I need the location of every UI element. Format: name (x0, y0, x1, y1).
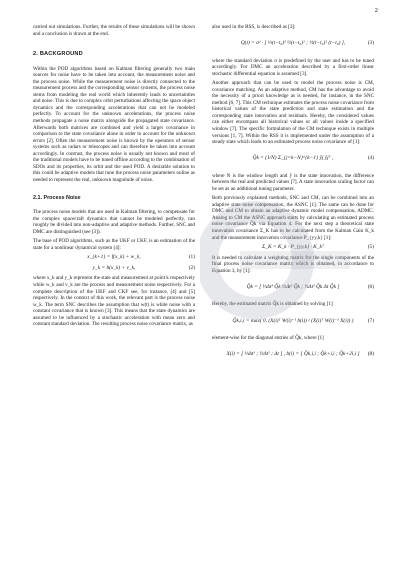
paragraph-after-eq5: It is needed to calculate a weighting matrix for the single components of the final process noise covariance matrix which is obtained, in accordance to Equation 3, by [1]: (212, 254, 374, 274)
equation-1 (33, 254, 195, 261)
right-lead-in: also used in the RSS, is described as [3]: (212, 24, 296, 30)
equation-1-body: x_{k+1} = f(x_k) + w_k, (87, 254, 141, 261)
equation-1-number: (1) (188, 254, 195, 261)
equation-4 (212, 149, 374, 169)
left-column (33, 24, 195, 331)
equation-2-number: (2) (188, 264, 195, 271)
equation-5-number: (5) (367, 244, 374, 251)
equation-5 (212, 244, 374, 251)
process-noise-paragraph-2: The base of POD algorithms, such as the UKF or CKF, is an estimation of the state for a nonlinear dynamical system [4]: (33, 238, 195, 251)
covariance-matching-paragraph: Another approach that can be used to model the process noise is CM, covariance matching. As an adaptive method, CM has the advantage to avoid the necessity of a priori knowledge as is needed, for instance, in the SNC method [6, 7]. This CM technique estimates the process noise covariance from historical values of the state prediction and state estimation and the corresponding state innovation and residuals. Hereby, the considered values can either encompass all historical values or all values inside a specified window [7]. The specific formulation of the CM technique exists in multiple versions [1, 7]. Within the RSS it is implemented under the assumption of a steady state which leads to an estimated process noise covariance of [1]: (212, 80, 374, 146)
equation-5-body: Σ_K = K_k · P_{yy,k} · K_kᵀ (262, 244, 324, 251)
equation-8 (212, 344, 374, 364)
equation-7 (212, 311, 374, 331)
equation-2 (33, 265, 195, 272)
process-noise-paragraph-1: The process noise models that are used in Kalman filtering, to compensate for the complex spacecraft dynamics that cannot be modeled perfectly, can roughly be divided into non-adaptive and adaptive methods. Further, SNC and DMC are distinguished (see [3]). (33, 209, 195, 235)
paragraph-after-eq4: where N is the window length and ỹ is the state innovation, the difference between the real and predicted values [7]. A state innovation scaling factor can be set as an additional tuning parameter. (212, 172, 374, 192)
paragraph-after-eq3: where the standard deviation σ is predefined by the user and has to be tuned accordingly. For DMC an acceleration described by a first-order linear stochastic differential equation is assumed [3]. (212, 57, 374, 77)
page-number: 2 (374, 7, 378, 14)
equation-6-body: Q̃k = [ ⅓Δt³ Q̃k ½Δt² Q̃k ; ½Δt² Q̃k Δt Q̃k ] (246, 284, 340, 291)
subsection-heading-process-noise: 2.1. Process Noise (33, 195, 81, 202)
section-heading-background: 2. BACKGROUND (33, 51, 83, 58)
paragraph-after-eq7: element-wise for the diagonal entries of Q̃k, where [1] (212, 334, 324, 341)
paragraph-after-eq6: Hereby, the estimated matrix Q̃k is obtained by solving [1] (212, 301, 333, 308)
equation-2-body: y_k = h(x_k) + v_k, (92, 264, 136, 271)
equation-7-number: (7) (367, 317, 374, 324)
process-noise-paragraph-3: where x_k and y_k represent the state and measurement at point k respectively while w_k and v_k are the process and measurement noise respectively. For a complete description of the UKF and CKF see, for instance, [4] and [5] respectively. In the context of this work, the relevant part is the process noise w_k. The term SNC describes the assumption that w(t) is white noise with a constant covariance that is known [3]. This means that the state dynamics are assumed to be influenced by a stochastic acceleration with mean zero and constant standard deviation. The resulting process noise covariance matrix, as (33, 275, 195, 328)
equation-8-body: X(i) = [ ⅓Δt³ ; ½Δt² ; Δt ] , b(i) = [ Q̂k,i,i ; Q̂k+i,i ; Q̂k+2i,i ] (226, 351, 360, 358)
right-column (212, 24, 374, 368)
equation-4-body: Q̂k = (1/N) Σ_{j=k−N}^{k−1} ỹj ỹjᵀ , (252, 155, 334, 162)
equation-6-number: (6) (367, 284, 374, 291)
equation-7-body: Q̃k,i,i = max( 0, (X(i)ᵀ W(i)⁻¹ b(i)) / (X(i)ᵀ W(i)⁻¹ X(i)) ) (232, 317, 354, 324)
equation-4-number: (4) (367, 155, 374, 162)
asnc-paragraph: Both previously explained methods, SNC and CM, can be combined into an adaptive state noise compensation, the ASNC [1]. The same can be done for DMC and CM to obtain an adaptive dynamic model compensation, ADMC. Analog to CM the ASNC approach starts by calculating an estimated process noise covariance Q̂k via Equation 4. For the next step a theoretical state innovation covariance Σ_K has to be calculated from the Kalman Gain K_k and the measurement innovation covariance P_{yy,k} [1]: (212, 195, 374, 241)
equation-3 (212, 34, 374, 54)
equation-8-number: (8) (367, 351, 374, 358)
background-paragraph: Within the POD algorithms based on Kalman filtering generally two main sources for noise have to be taken into account, the measurement noise and the process noise. While the measurement noise is directly connected to the measurement process and the corresponding sensor systems, the process noise stems from modeling the real world which inherently leads to uncertainties and noise. This is due to complex orbit perturbations affecting the space object dynamics and the corresponding accelerations that can not be modeled perfectly. To account for the unknown accelerations, the process noise methods propagate a noise matrix alongside the propagated state covariance. Afterwards both matrices are combined and yield a larger covariance in comparison to the state covariance alone in order to account for the unknown errors [2]. Often the measurement noise is known by the operators of sensor systems such as radars or telescopes and can therefore be taken into account accordingly. In contrast, the process noise is usually not known and most of the traditional models have to be tuned offline according to the combination of SDOs and its properties, its orbit and the used POD. A desirable solution to this could be adaptive models that tune the process noise parameters online as needed to represent the real, unknown magnitude of noise. (33, 65, 195, 183)
intro-paragraph: carried out simulations. Further, the results of these simulations will be shown and a conclusion is drawn at the end. (33, 24, 195, 37)
equation-3-number: (3) (367, 40, 374, 47)
equation-3-body: Q(t) = σ² · [ ⅓(t−t₀)³ ½(t−t₀)² ; ½(t−t₀)² (t−t₀) ], (240, 40, 346, 47)
equation-6 (212, 277, 374, 297)
